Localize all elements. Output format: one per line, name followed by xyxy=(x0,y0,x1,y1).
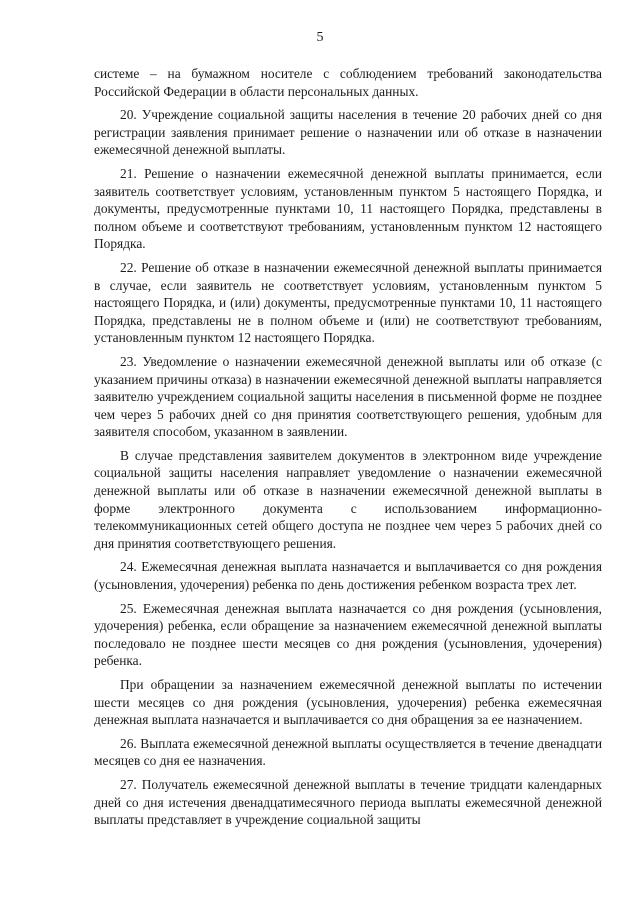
paragraph-continuation: системе – на бумажном носителе с соблюдением требований законодательства Российской Федерации в области персональных данных. xyxy=(94,66,602,99)
paragraph-23-electronic: В случае представления заявителем документов в электронном виде учреждение социальной защиты населения направляет уведомление о назначении ежемесячной денежной выплаты или об отказе в назначении ежемесячной денежной выплаты в форме электронного документа с использованием информационно-телекоммуникационных сетей общего доступа не позднее чем через 5 рабочих дней со дня принятия соответствующего решения. xyxy=(94,447,602,551)
paragraph-20: 20. Учреждение социальной защиты населения в течение 20 рабочих дней со дня регистрации заявления принимает решение о назначении или об отказе в назначении ежемесячной денежной выплаты. xyxy=(94,107,602,158)
paragraph-26: 26. Выплата ежемесячной денежной выплаты осуществляется в течение двенадцати месяцев со дня ее назначения. xyxy=(94,735,602,769)
page-number: 5 xyxy=(316,30,324,45)
paragraph-24: 24. Ежемесячная денежная выплата назначается и выплачивается со дня рождения (усыновления, удочерения) ребенка по день достижения ребенком возраста трех лет. xyxy=(94,559,602,593)
paragraph-23: 23. Уведомление о назначении ежемесячной денежной выплаты или об отказе (с указанием причины отказа) в назначении ежемесячной денежной выплаты направляется заявителю учреждением социальной защиты населения в письменной форме не позднее чем через 5 рабочих дней со дня принятия соответствующего решения, удобным для заявителя способом, указанном в заявлении. xyxy=(94,353,602,440)
paragraph-21: 21. Решение о назначении ежемесячной денежной выплаты принимается, если заявитель соответствует условиям, установленным пунктом 5 настоящего Порядка, и документы, предусмотренные пунктами 10, 11 настоящего Порядка, представлены в полном объеме и соответствуют требованиям, установленным пунктом 12 настоящего Порядка. xyxy=(94,165,602,252)
paragraph-25-late-application: При обращении за назначением ежемесячной денежной выплаты по истечении шести месяцев со дня рождения (усыновления, удочерения) ребенка ежемесячная денежная выплата назначается и выплачивается со дня обращения за ее назначением. xyxy=(94,677,602,728)
paragraph-27: 27. Получатель ежемесячной денежной выплаты в течение тридцати календарных дней со дня истечения двенадцатимесячного периода выплаты ежемесячной денежной выплаты представляет в учреждение социальной защиты xyxy=(94,776,602,828)
paragraph-25: 25. Ежемесячная денежная выплата назначается со дня рождения (усыновления, удочерения) ребенка, если обращение за назначением ежемесячной денежной выплаты последовало не позднее шести месяцев со дня рождения (усыновления, удочерения) ребенка. xyxy=(94,600,602,669)
paragraph-22: 22. Решение об отказе в назначении ежемесячной денежной выплаты принимается в случае, если заявитель не соответствует условиям, установленным пунктом 5 настоящего Порядка, и (или) документы, предусмотренные пунктами 10, 11 настоящего Порядка, представлены не в полном объеме и (или) не соответствуют требованиям, установленным пунктом 12 настоящего Порядка. xyxy=(94,259,602,346)
document-body xyxy=(94,65,602,829)
